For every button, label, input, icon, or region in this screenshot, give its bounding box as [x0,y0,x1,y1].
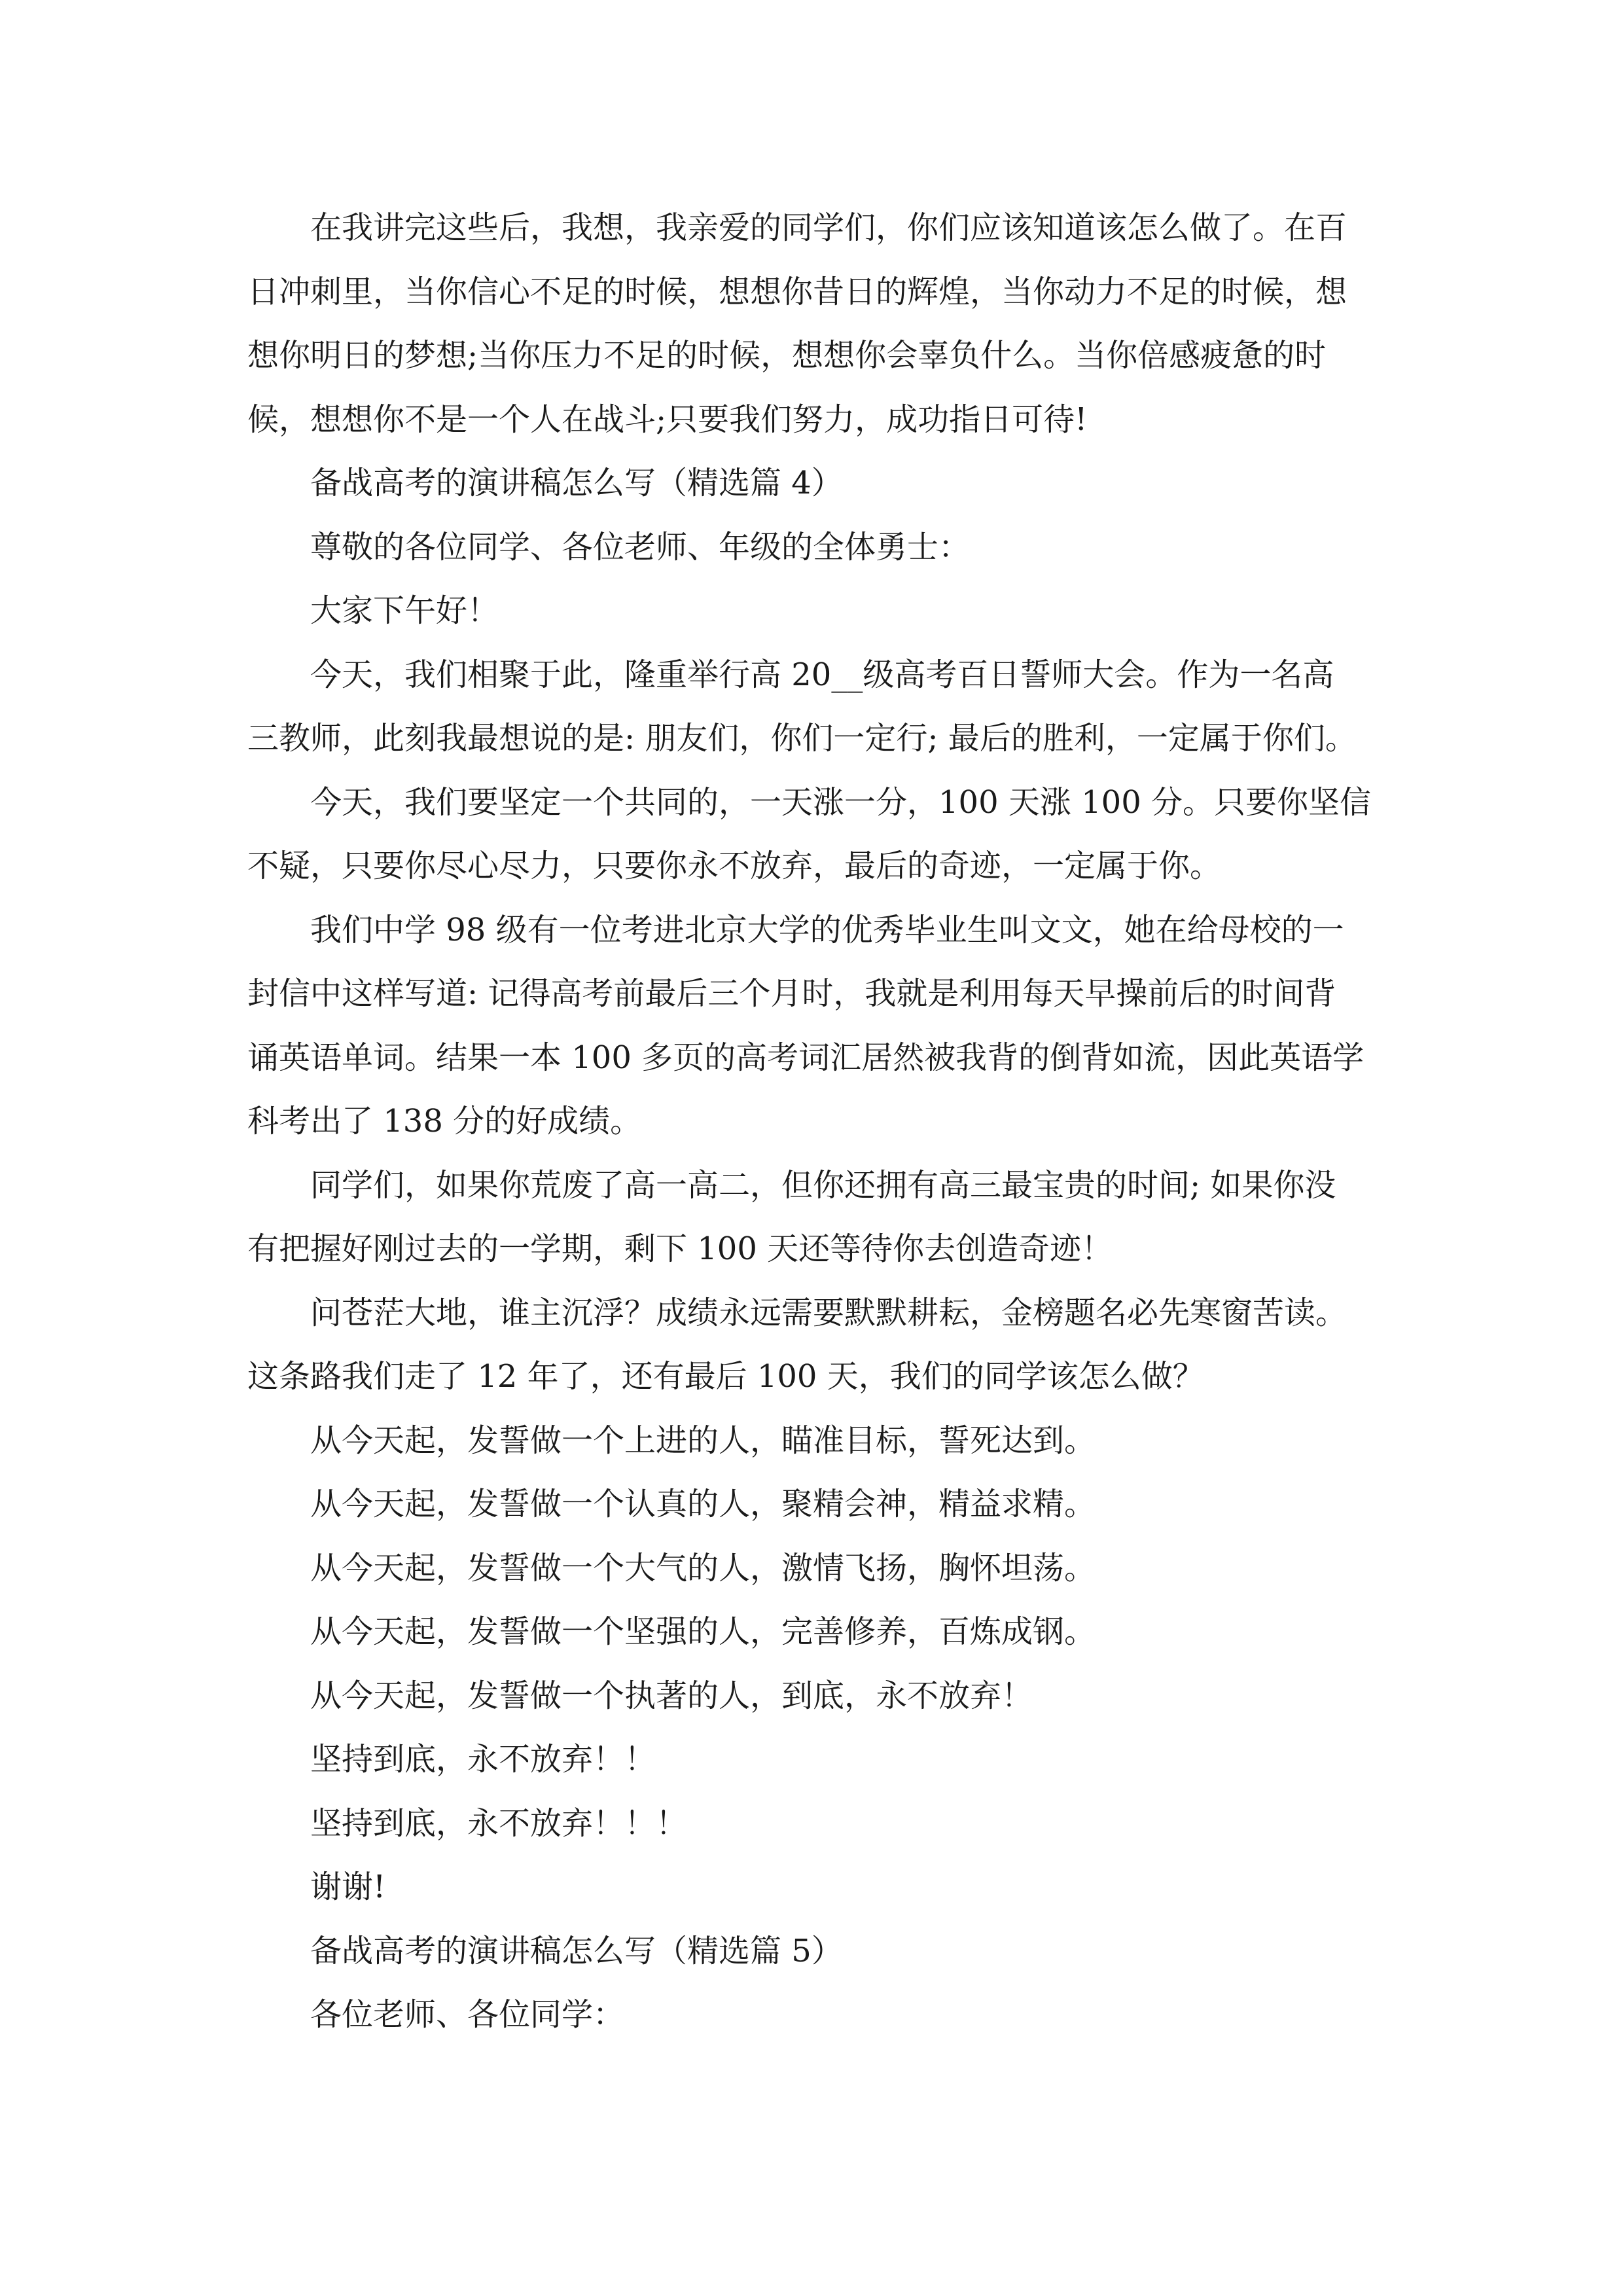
text-line: 从今天起，发誓做一个执著的人，到底，永不放弃！ [310,1677,1033,1714]
text-line: 从今天起，发誓做一个认真的人，聚精会神，精益求精。 [310,1486,1096,1522]
text-line: 诵英语单词。结果一本 100 多页的高考词汇居然被我背的倒背如流，因此英语学 [247,1039,1364,1076]
paragraph [247,1983,1399,2047]
paragraph [247,1600,1399,1664]
paragraph [247,899,1399,1154]
paragraph [247,1154,1399,1282]
paragraph [247,196,1399,452]
paragraph [247,1792,1399,1856]
text-line: 问苍茫大地，谁主沉浮？成绩永远需要默默耕耘，金榜题名必先寒窗苦读。 [310,1294,1347,1331]
text-line: 三教师，此刻我最想说的是: 朋友们，你们一定行; 最后的胜利，一定属于你们。 [247,720,1357,757]
text-line: 封信中这样写道: 记得高考前最后三个月时，我就是利用每天早操前后的时间背 [247,975,1336,1012]
paragraph [247,1473,1399,1537]
text-line: 尊敬的各位同学、各位老师、年级的全体勇士： [310,528,971,565]
text-line: 我们中学 98 级有一位考进北京大学的优秀毕业生叫文文，她在给母校的一 [310,911,1344,948]
paragraph [247,1409,1399,1473]
text-line: 同学们，如果你荒废了高一高二，但你还拥有高三最宝贵的时间; 如果你没 [310,1166,1336,1204]
text-line: 日冲刺里，当你信心不足的时候，想想你昔日的辉煌，当你动力不足的时候，想 [247,273,1347,310]
text-line: 候，想想你不是一个人在战斗;只要我们努力，成功指日可待! [247,401,1088,438]
text-line: 这条路我们走了 12 年了，还有最后 100 天，我们的同学该怎么做？ [247,1358,1204,1395]
text-line: 坚持到底，永不放弃！！ [310,1741,656,1778]
paragraph [247,1920,1399,1984]
paragraph [247,1282,1399,1409]
paragraph [247,579,1399,643]
text-line: 今天，我们要坚定一个共同的，一天涨一分，100 天涨 100 分。只要你坚信 [310,783,1372,821]
paragraph [247,452,1399,516]
paragraph [247,1537,1399,1601]
text-line: 从今天起，发誓做一个坚强的人，完善修养，百炼成钢。 [310,1613,1096,1650]
text-line: 谢谢! [310,1869,386,1905]
text-line: 各位老师、各位同学： [310,1996,625,2033]
paragraph [247,643,1399,771]
text-line: 从今天起，发誓做一个大气的人，激情飞扬，胸怀坦荡。 [310,1549,1096,1587]
document-body [247,196,1399,2047]
paragraph [247,516,1399,580]
text-line: 科考出了 138 分的好成绩。 [247,1103,642,1139]
text-line: 大家下午好！ [310,592,499,629]
paragraph [247,771,1399,899]
text-line: 在我讲完这些后，我想，我亲爱的同学们，你们应该知道该怎么做了。在百 [310,209,1347,246]
text-line: 有把握好刚过去的一学期，剩下 100 天还等待你去创造奇迹！ [247,1230,1113,1267]
text-line: 想你明日的梦想;当你压力不足的时候，想想你会辜负什么。当你倍感疲惫的时 [247,337,1327,374]
paragraph [247,1728,1399,1792]
text-line: 坚持到底，永不放弃！！！ [310,1804,688,1842]
text-line: 从今天起，发誓做一个上进的人，瞄准目标，誓死达到。 [310,1422,1096,1459]
text-line: 备战高考的演讲稿怎么写（精选篇 5） [310,1932,843,1969]
text-line: 今天，我们相聚于此，隆重举行高 20__级高考百日誓师大会。作为一名高 [310,656,1334,693]
paragraph [247,1856,1399,1920]
text-line: 不疑，只要你尽心尽力，只要你永不放弃，最后的奇迹，一定属于你。 [247,848,1222,884]
paragraph [247,1664,1399,1729]
text-line: 备战高考的演讲稿怎么写（精选篇 4） [310,465,843,501]
